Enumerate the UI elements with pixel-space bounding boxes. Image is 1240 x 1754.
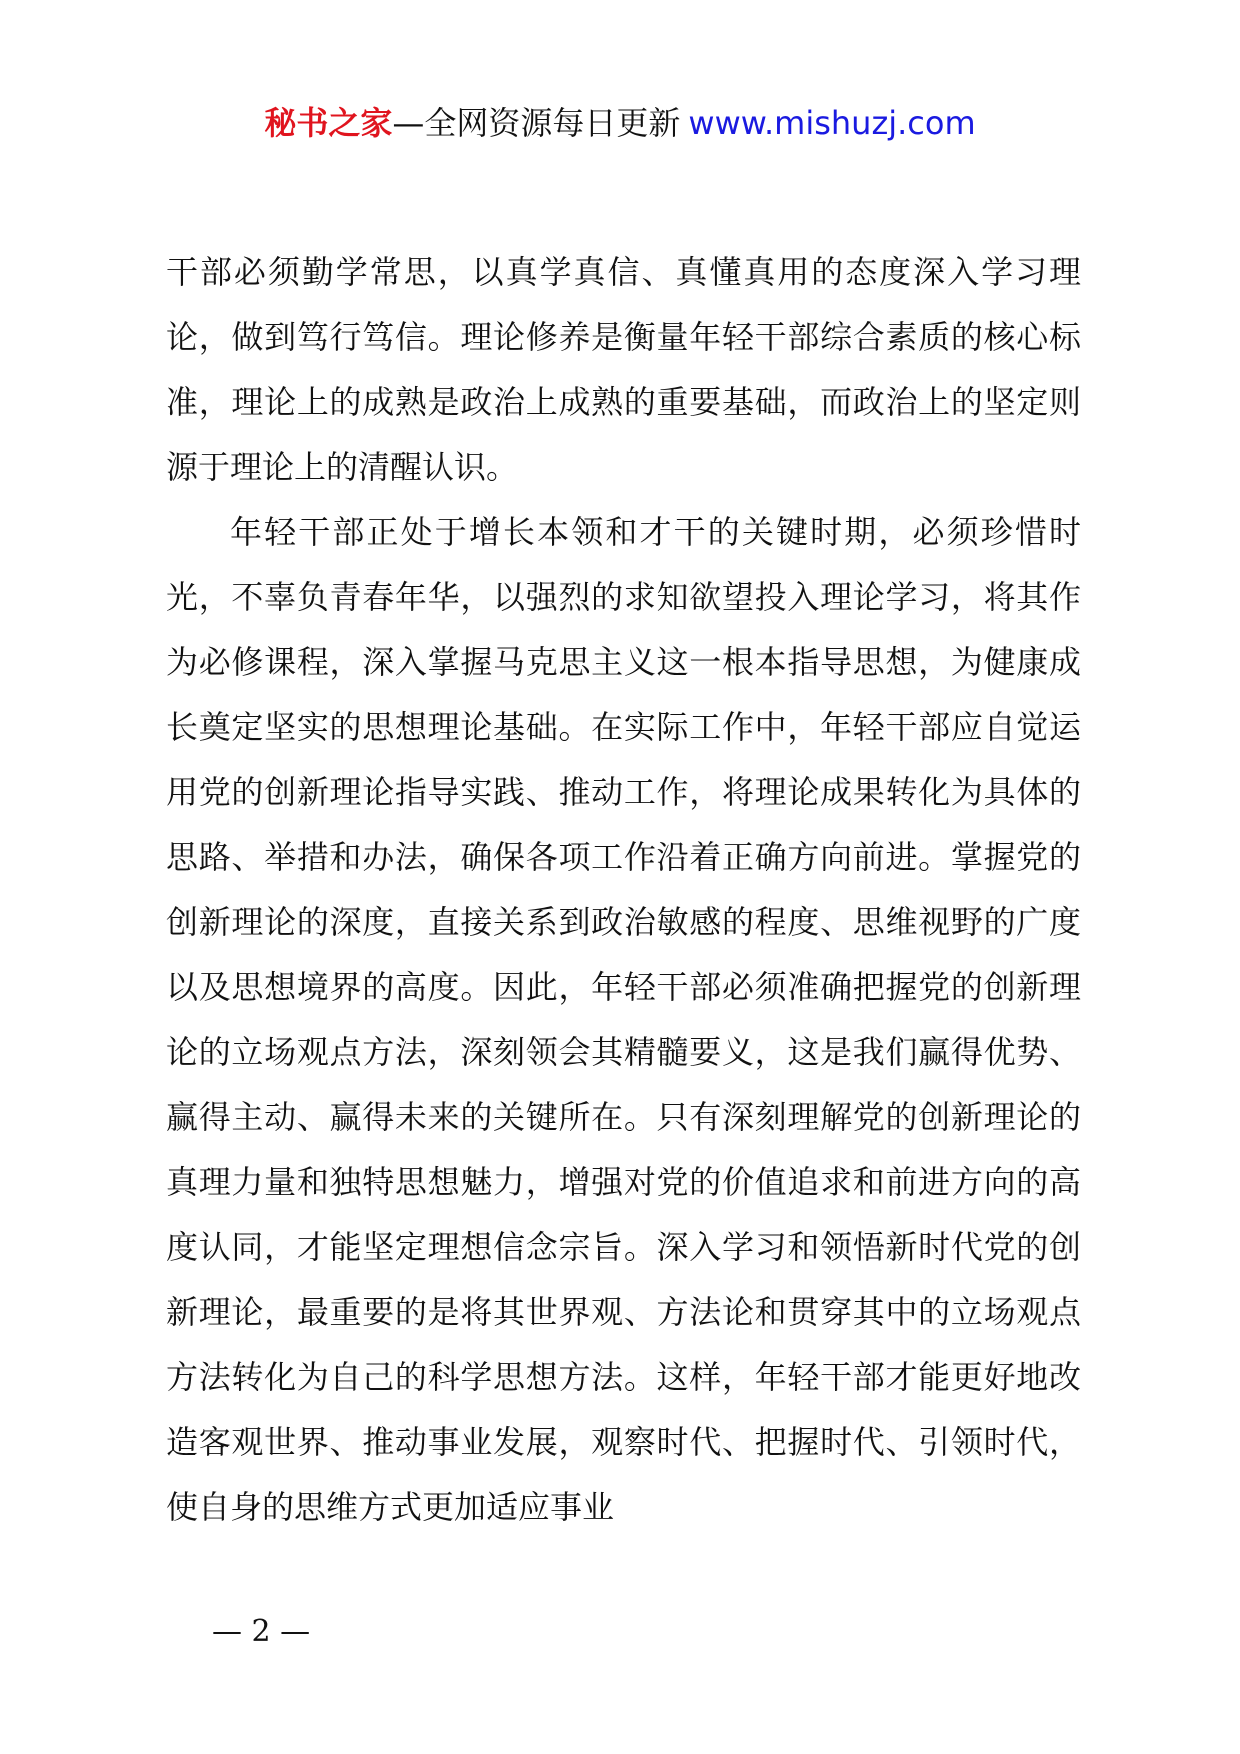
website-link[interactable]: www.mishuzj.com <box>688 104 976 142</box>
page-header <box>0 98 1240 148</box>
header-slogan: —全网资源每日更新 <box>392 104 681 142</box>
paragraph-1: 干部必须勤学常思，以真学真信、真懂真用的态度深入学习理论，做到笃行笃信。理论修养是衡量年轻干部综合素质的核心标准，理论上的成熟是政治上成熟的重要基础，而政治上的坚定则源于理论上的清醒认识。 <box>166 253 1081 486</box>
document-body <box>166 240 1081 1540</box>
brand-name: 秘书之家 <box>264 104 393 142</box>
page-number: — 2 — <box>212 1614 311 1649</box>
paragraph-2: 年轻干部正处于增长本领和才干的关键时期，必须珍惜时光，不辜负青春年华，以强烈的求知欲望投入理论学习，将其作为必修课程，深入掌握马克思主义这一根本指导思想，为健康成长奠定坚实的思想理论基础。在实际工作中，年轻干部应自觉运用党的创新理论指导实践、推动工作，将理论成果转化为具体的思路、举措和办法，确保各项工作沿着正确方向前进。掌握党的创新理论的深度，直接关系到政治敏感的程度、思维视野的广度以及思想境界的高度。因此，年轻干部必须准确把握党的创新理论的立场观点方法，深刻领会其精髓要义，这是我们赢得优势、赢得主动、赢得未来的关键所在。只有深刻理解党的创新理论的真理力量和独特思想魅力，增强对党的价值追求和前进方向的高度认同，才能坚定理想信念宗旨。深入学习和领悟新时代党的创新理论，最重要的是将其世界观、方法论和贯穿其中的立场观点方法转化为自己的科学思想方法。这样，年轻干部才能更好地改造客观世界、推动事业发展，观察时代、把握时代、引领时代，使自身的思维方式更加适应事业 <box>166 513 1081 1526</box>
